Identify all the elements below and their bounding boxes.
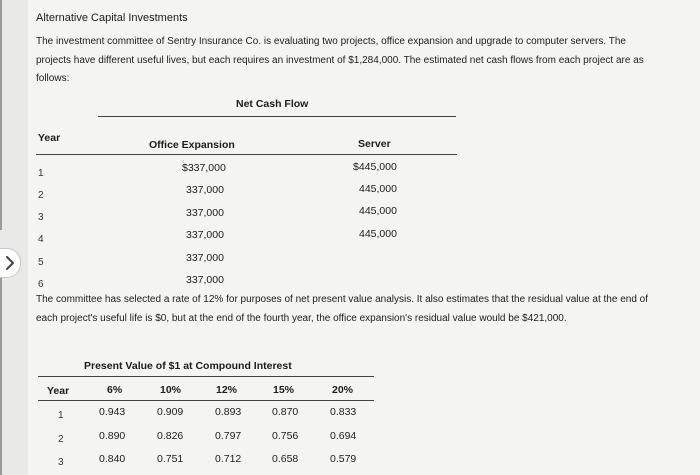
pv-header-rate: 6% (107, 384, 123, 396)
pv-cell: 0.890 (99, 430, 126, 442)
pv-header-rate: 15% (273, 384, 295, 396)
pv-cell: 0.751 (157, 453, 184, 465)
pv-cell: 0.658 (272, 453, 299, 465)
office-expansion-label: Office Expansion (149, 139, 235, 151)
pv-cell: 0.840 (99, 453, 126, 465)
pv-title-rule (38, 376, 374, 377)
pv-cell: 0.579 (330, 453, 357, 465)
pv-cell: 0.870 (272, 406, 299, 418)
pv-cell: 0.756 (272, 430, 299, 442)
pv-row-year: 1 (58, 410, 64, 421)
cash-row-year: 2 (38, 190, 44, 201)
pv-cell: 0.694 (330, 430, 357, 442)
pv-header-year: Year (47, 385, 70, 397)
cash-row-office: $337,000 (182, 162, 226, 174)
cash-year-label: Year (38, 132, 61, 144)
cash-row-server: 445,000 (359, 205, 397, 217)
cash-row-server: $445,000 (353, 161, 397, 173)
cash-header-rule (98, 116, 456, 117)
cash-row-office: 337,000 (186, 184, 224, 196)
cash-row-year: 3 (38, 212, 44, 223)
pv-row-year: 3 (58, 457, 64, 468)
pv-header-rule (38, 400, 374, 401)
pv-cell: 0.826 (157, 430, 184, 442)
cash-row-server: 445,000 (359, 228, 397, 240)
pv-cell: 0.909 (157, 406, 184, 418)
pv-header-rate: 12% (216, 384, 238, 396)
document-title: Alternative Capital Investments (36, 12, 188, 24)
residual-paragraph: The committee has selected a rate of 12% for purposes of net present value analysis. It also estimates that the residual value at the end of each project's useful life is $0, but at the end of the fourth year, the office expansion's residual value would be $421,000. (36, 294, 649, 324)
cash-row-office: 337,000 (186, 274, 224, 286)
pv-cell: 0.712 (215, 453, 242, 465)
cash-row-year: 5 (38, 257, 44, 268)
pv-cell: 0.893 (215, 406, 242, 418)
cash-columns-rule (36, 154, 457, 155)
chevron-right-icon (4, 255, 16, 271)
pv-row-year: 2 (58, 434, 64, 445)
cash-row-office: 337,000 (186, 207, 224, 219)
cash-row-office: 337,000 (186, 229, 224, 241)
document-page (28, 0, 700, 475)
next-page-button[interactable] (0, 248, 21, 278)
cash-row-server: 445,000 (359, 183, 397, 195)
left-edge-line-lower (0, 275, 2, 475)
pv-header-rate: 10% (160, 384, 182, 396)
pv-table-title: Present Value of $1 at Compound Interest (84, 360, 292, 372)
pv-cell: 0.797 (215, 430, 242, 442)
cash-row-year: 6 (38, 279, 44, 290)
pv-cell: 0.943 (99, 406, 126, 418)
cash-row-year: 1 (38, 168, 44, 179)
left-edge-line (0, 0, 2, 230)
pv-header-rate: 20% (332, 384, 354, 396)
cash-table-header: Net Cash Flow (236, 98, 309, 110)
intro-paragraph: The investment committee of Sentry Insurance Co. is evaluating two projects, office expansion and upgrade to computer servers. The projects have different useful lives, but each requires an investment of $1,284,000. The estimated net cash flows from each project are as follows: (36, 36, 644, 84)
cash-row-office: 337,000 (186, 252, 224, 264)
server-label: Server (358, 138, 391, 150)
cash-row-year: 4 (38, 234, 44, 245)
pv-cell: 0.833 (330, 406, 357, 418)
